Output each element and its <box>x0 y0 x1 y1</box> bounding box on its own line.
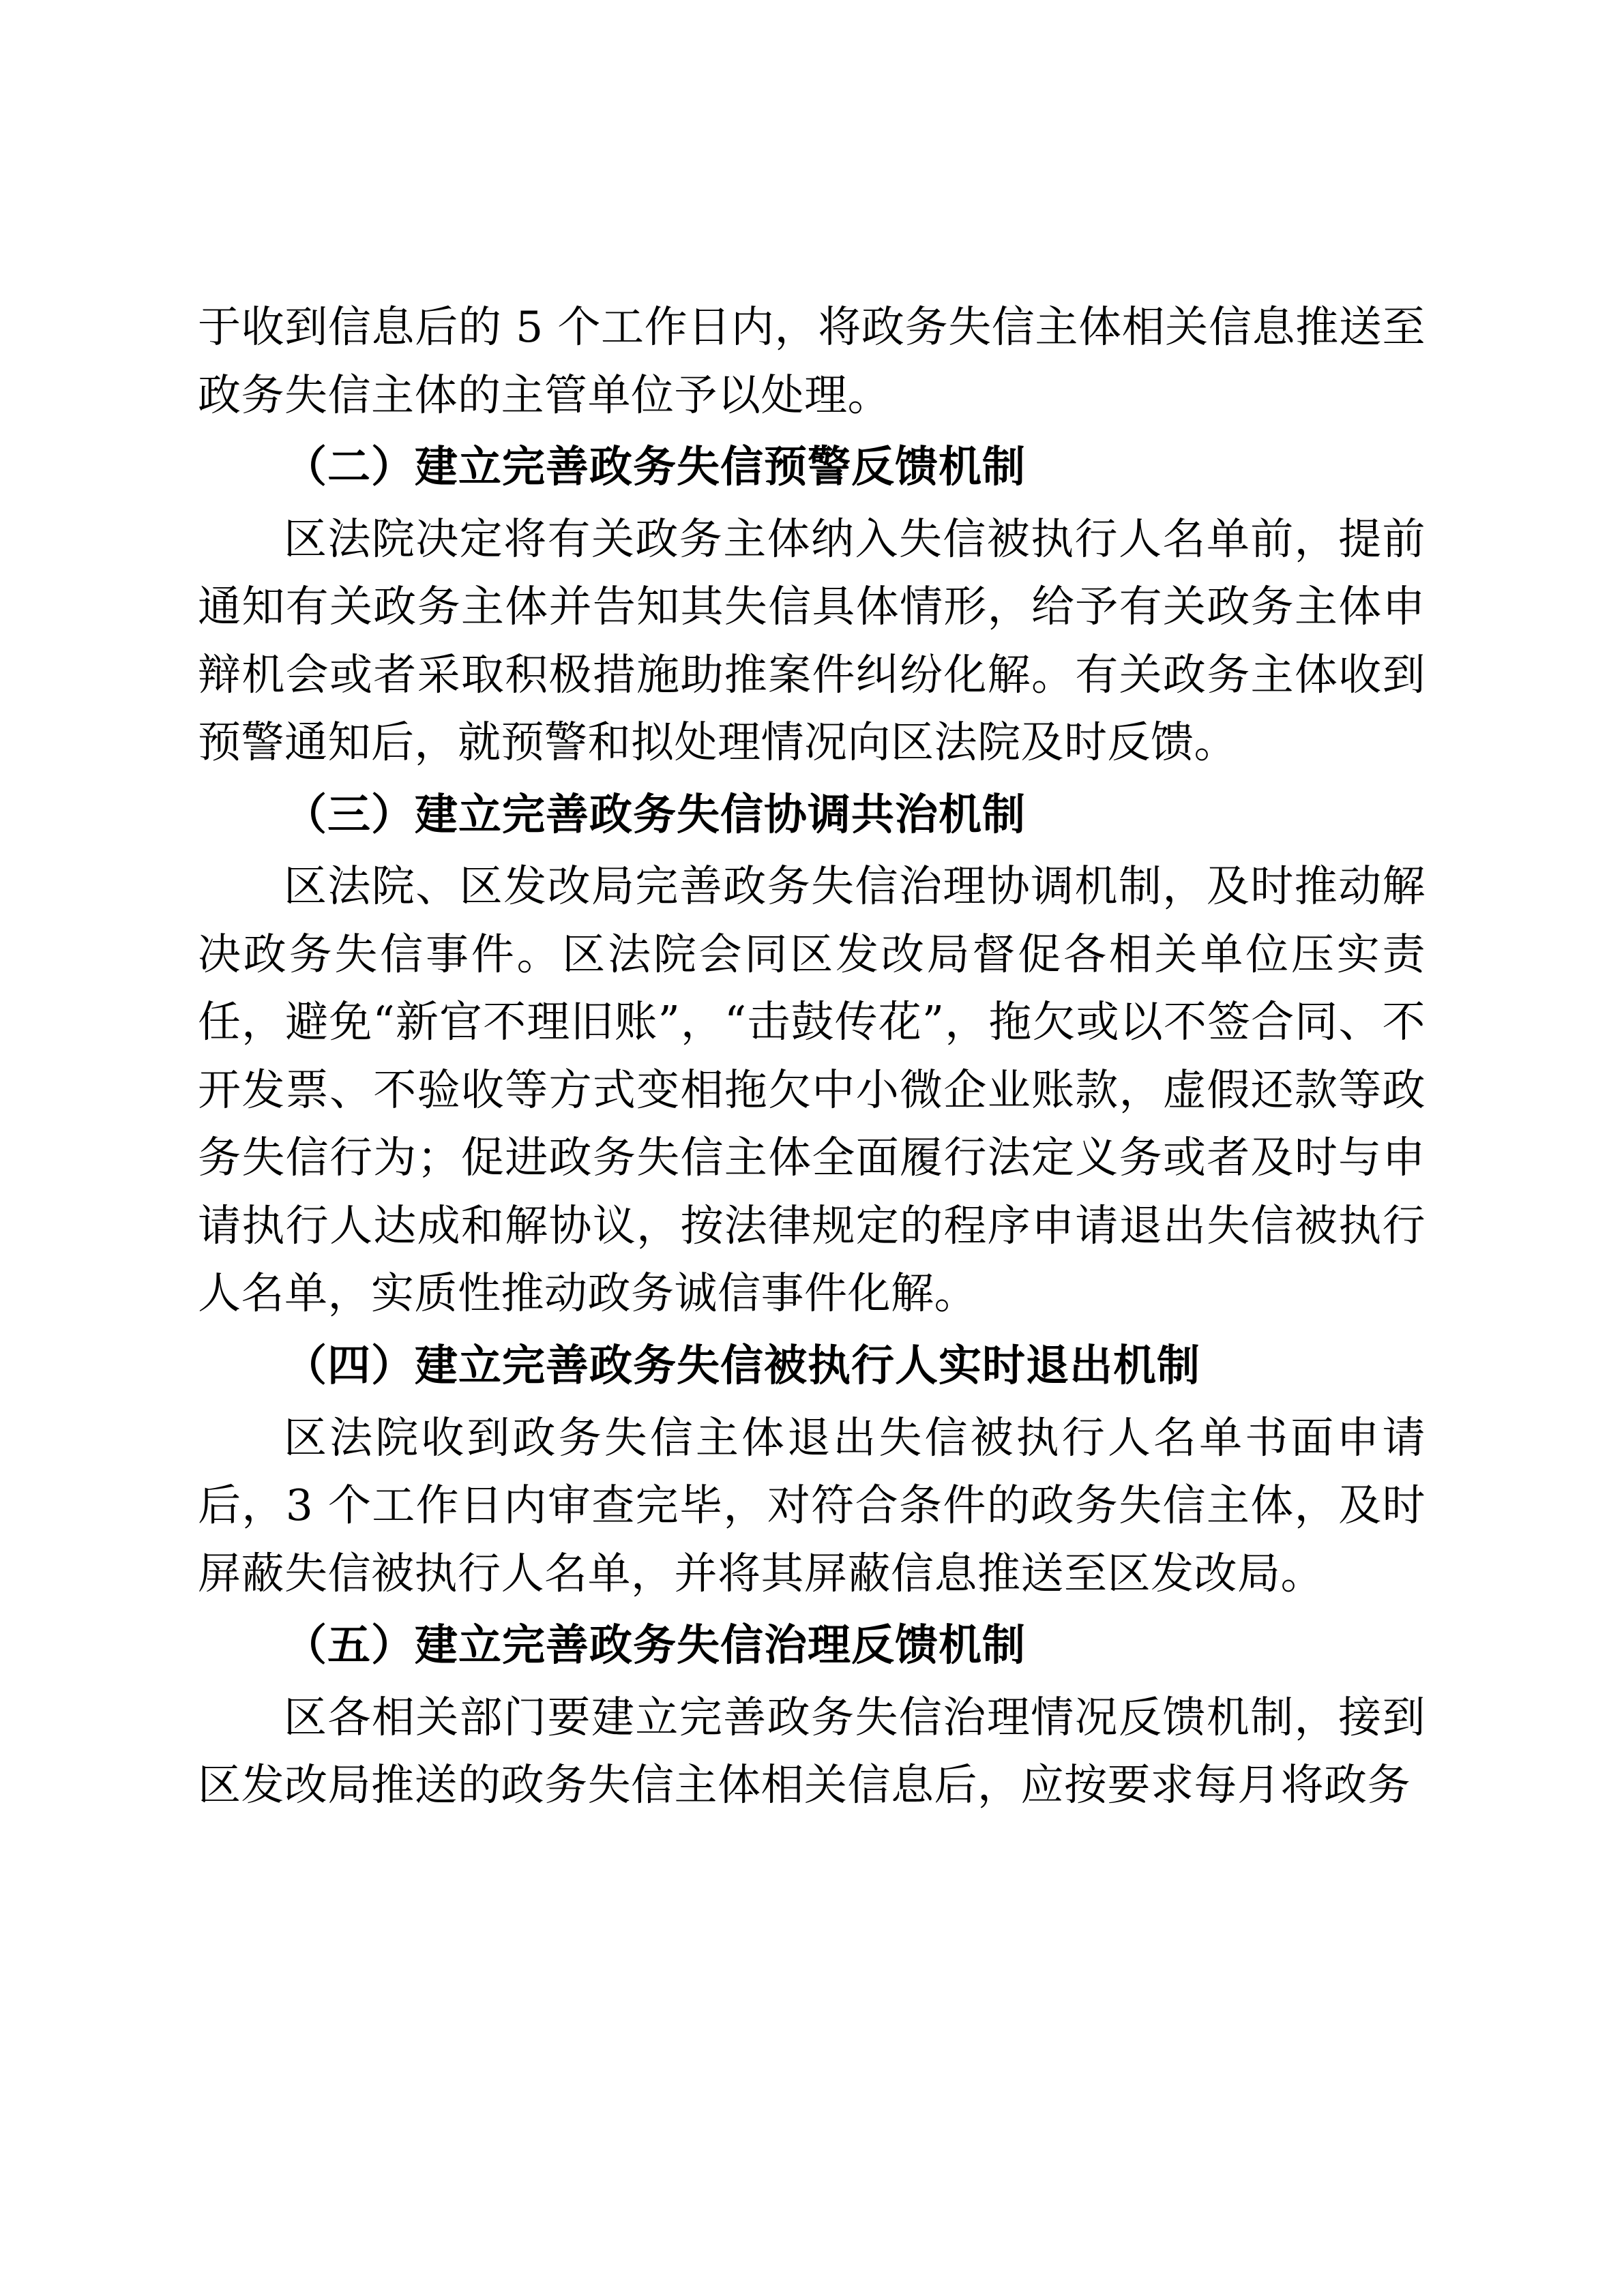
paragraph-section-four: 区法院收到政务失信主体退出失信被执行人名单书面申请后，3 个工作日内审查完毕，对符合条件的政务失信主体，及时屏蔽失信被执行人名单，并将其屏蔽信息推送至区发改局。 <box>198 1412 1426 1598</box>
paragraph-section-five: 区各相关部门要建立完善政务失信治理情况反馈机制，接到区发改局推送的政务失信主体相关信息后，应按要求每月将政务 <box>198 1692 1426 1810</box>
section-heading-three: （三）建立完善政务失信协调共治机制 <box>284 789 1026 839</box>
paragraph-section-three: 区法院、区发改局完善政务失信治理协调机制，及时推动解决政务失信事件。区法院会同区发改局督促各相关单位压实责任，避免“新官不理旧账”，“击鼓传花”，拖欠或以不签合同、不开发票、不验收等方式变相拖欠中小微企业账款，虚假还款等政务失信行为；促进政务失信主体全面履行法定义务或者及时与申请执行人达成和解协议，按法律规定的程序申请退出失信被执行人名单，实质性推动政务诚信事件化解。 <box>198 861 1426 1319</box>
section-heading-four: （四）建立完善政务失信被执行人实时退出机制 <box>284 1340 1200 1390</box>
paragraph-continuation: 于收到信息后的 5 个工作日内，将政务失信主体相关信息推送至政务失信主体的主管单位予以处理。 <box>198 302 1426 420</box>
section-heading-two: （二）建立完善政务失信预警反馈机制 <box>284 442 1026 492</box>
paragraph-section-two: 区法院决定将有关政务主体纳入失信被执行人名单前，提前通知有关政务主体并告知其失信具体情形，给予有关政务主体申辩机会或者采取积极措施助推案件纠纷化解。有关政务主体收到预警通知后，就预警和拟处理情况向区法院及时反馈。 <box>198 513 1426 768</box>
section-heading-five: （五）建立完善政务失信治理反馈机制 <box>284 1620 1026 1671</box>
document-body <box>198 293 1426 1819</box>
